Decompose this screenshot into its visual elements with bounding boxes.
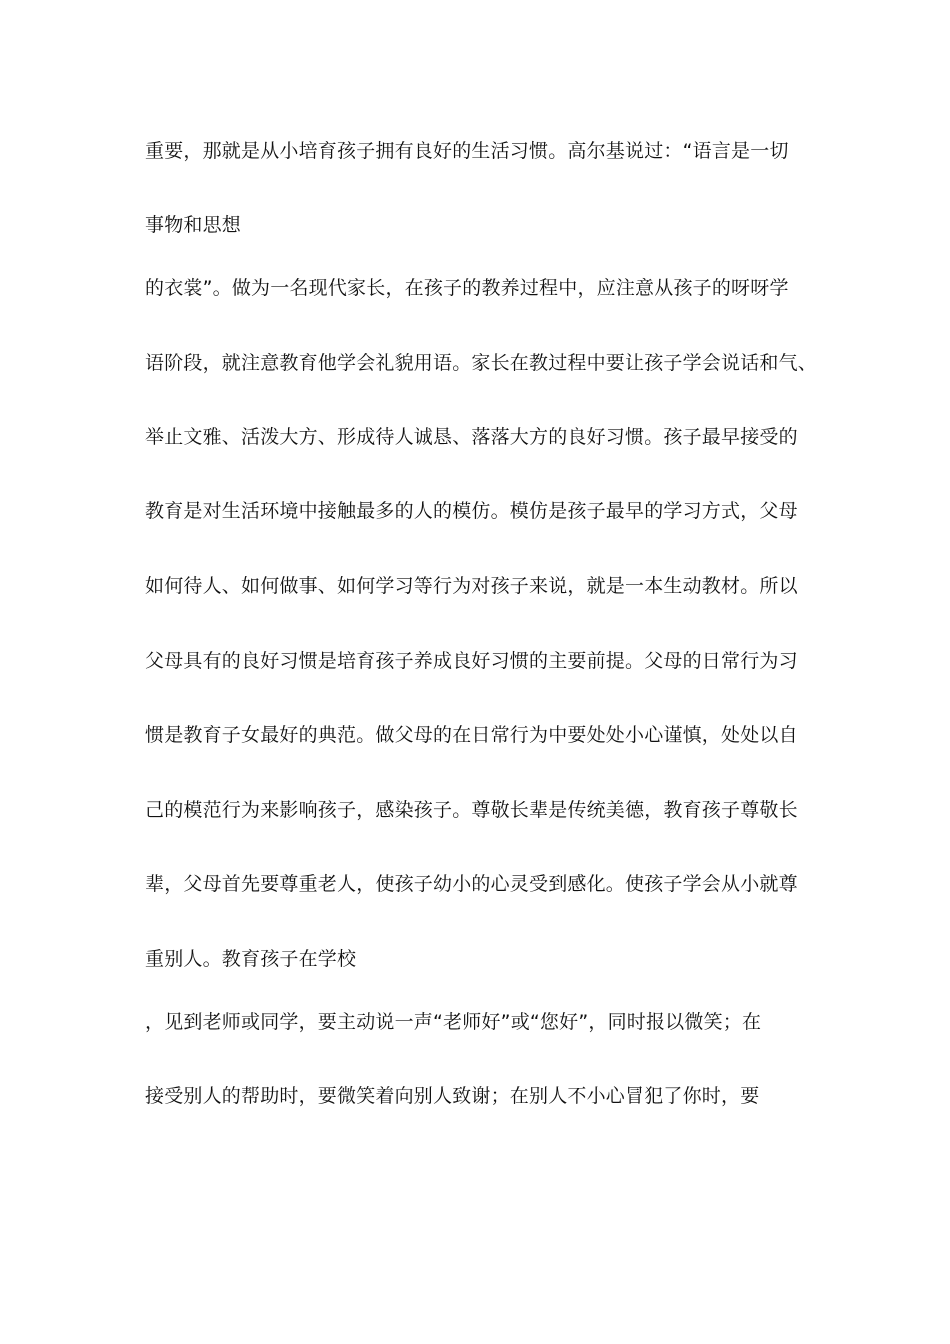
text-line: 教育是对生活环境中接触最多的人的模仿。模仿是孩子最早的学习方式，父母 [145, 500, 798, 522]
text-line: 己的模范行为来影响孩子，感染孩子。尊敬长辈是传统美德，教育孩子尊敬长 [145, 799, 798, 821]
text-line: 如何待人、如何做事、如何学习等行为对孩子来说，就是一本生动教材。所以 [145, 575, 798, 597]
text-line: 语阶段，就注意教育他学会礼貌用语。家长在教过程中要让孩子学会说话和气、 [145, 352, 818, 374]
text-line: 重别人。教育孩子在学校 [145, 948, 357, 970]
text-line: 举止文雅、活泼大方、形成待人诚恳、落落大方的良好习惯。孩子最早接受的 [145, 426, 798, 448]
text-line: 接受别人的帮助时，要微笑着向别人致谢；在别人不小心冒犯了你时，要 [145, 1085, 760, 1107]
text-line: 重要，那就是从小培育孩子拥有良好的生活习惯。高尔基说过：“语言是一切 [145, 140, 789, 162]
text-line: 的衣裳”。做为一名现代家长，在孩子的教养过程中，应注意从孩子的呀呀学 [145, 277, 789, 299]
text-line: 父母具有的良好习惯是培育孩子养成良好习惯的主要前提。父母的日常行为习 [145, 650, 798, 672]
text-line: 事物和思想 [145, 214, 242, 236]
text-line: ，见到老师或同学，要主动说一声“老师好”或“您好”，同时报以微笑；在 [145, 1011, 762, 1033]
text-line: 惯是教育子女最好的典范。做父母的在日常行为中要处处小心谨慎，处处以自 [145, 724, 798, 746]
text-line: 辈，父母首先要尊重老人，使孩子幼小的心灵受到感化。使孩子学会从小就尊 [145, 873, 798, 895]
